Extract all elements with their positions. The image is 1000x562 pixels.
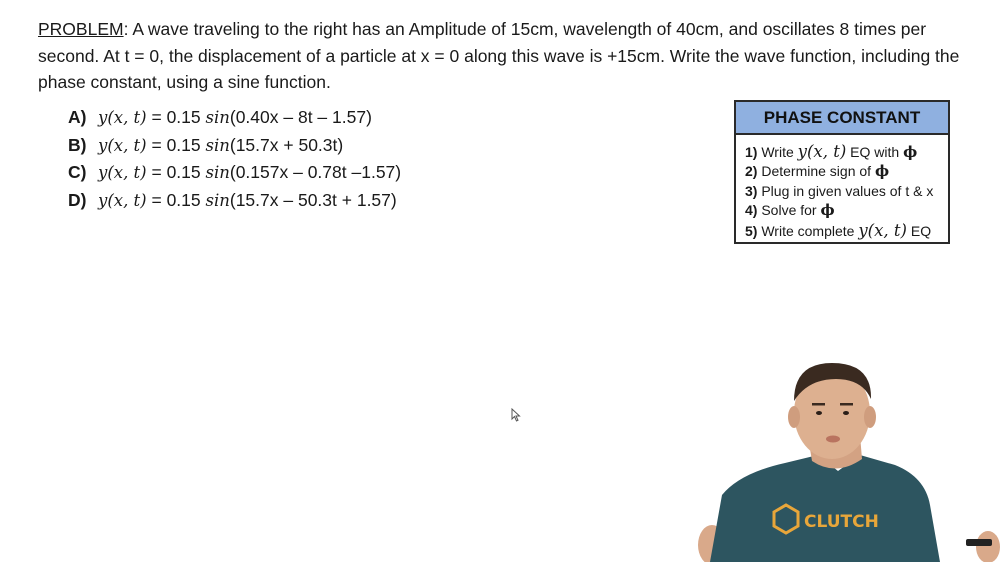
presenter-shirt (710, 455, 940, 562)
option-letter: A) (68, 107, 87, 127)
problem-statement (38, 16, 968, 96)
mouse-cursor-icon (511, 408, 521, 422)
option-coef: = 0.15 (146, 162, 206, 182)
answer-options (68, 104, 401, 214)
option-args: (0.157x – 0.78t –1.57) (229, 162, 402, 182)
presenter-hand-right (976, 531, 1000, 562)
option-coef: = 0.15 (146, 189, 206, 210)
step-text: Solve for (757, 202, 821, 219)
step-text: Plug in given values of t & x (757, 182, 934, 199)
step-math: y(x, t) (797, 142, 847, 161)
option-d (68, 187, 401, 215)
option-fn: sin (205, 135, 230, 155)
presenter-brow (840, 403, 853, 406)
option-args: (15.7x + 50.3t) (229, 134, 344, 155)
presenter-video (690, 355, 1000, 562)
presenter-ear-left (788, 406, 800, 428)
option-letter: D) (68, 189, 87, 210)
option-letter: B) (68, 134, 87, 155)
option-lhs: y(x, t) (98, 135, 147, 155)
phi-symbol: ϕ (874, 161, 890, 180)
phase-constant-box (734, 100, 950, 244)
step-number: 5) (745, 223, 758, 240)
problem-label: PROBLEM (38, 19, 124, 39)
option-b (68, 132, 401, 160)
option-lhs: y(x, t) (98, 163, 147, 182)
option-lhs: y(x, t) (98, 108, 147, 127)
step-number: 1) (745, 144, 758, 160)
step-4 (745, 201, 948, 221)
option-args: (0.40x – 8t – 1.57) (229, 107, 372, 127)
presenter-ear-right (864, 406, 876, 428)
marker-icon (966, 539, 992, 546)
step-1 (745, 142, 948, 162)
option-letter: C) (68, 162, 87, 182)
step-number: 3) (745, 182, 758, 199)
problem-text: : A wave traveling to the right has an Amplitude of 15cm, wavelength of 40cm, and oscillates 8 times per second. At t = 0, the displacement of a particle at x = 0 along this wave is +15cm. Write the wave function, including the phase constant, using a sine function. (38, 19, 960, 92)
presenter-mouth (826, 436, 840, 443)
step-text: Write complete (757, 223, 859, 240)
step-5 (745, 221, 948, 241)
phi-symbol: ϕ (820, 201, 835, 220)
presenter-brow (812, 403, 825, 406)
phase-constant-title: PHASE CONSTANT (736, 102, 948, 135)
option-c (68, 159, 401, 187)
option-args: (15.7x – 50.3t + 1.57) (229, 189, 397, 210)
step-2 (745, 162, 948, 182)
step-math: y(x, t) (858, 221, 907, 241)
phase-constant-steps (736, 135, 948, 241)
option-fn: sin (205, 163, 230, 182)
step-number: 2) (745, 162, 758, 179)
phi-symbol: ϕ (903, 143, 918, 161)
option-fn: sin (205, 190, 230, 210)
presenter-eye (843, 411, 849, 415)
step-text-post: EQ (906, 223, 932, 240)
shirt-text: CLUTCH (804, 512, 879, 532)
step-text: Determine sign of (757, 162, 875, 179)
step-text-post: EQ with (846, 144, 904, 160)
option-coef: = 0.15 (146, 134, 206, 155)
step-text: Write (757, 144, 798, 160)
option-lhs: y(x, t) (98, 190, 147, 210)
option-fn: sin (205, 108, 230, 127)
step-number: 4) (745, 202, 758, 219)
option-coef: = 0.15 (146, 107, 206, 127)
presenter-eye (816, 411, 822, 415)
step-3 (745, 182, 948, 202)
option-a (68, 104, 401, 132)
